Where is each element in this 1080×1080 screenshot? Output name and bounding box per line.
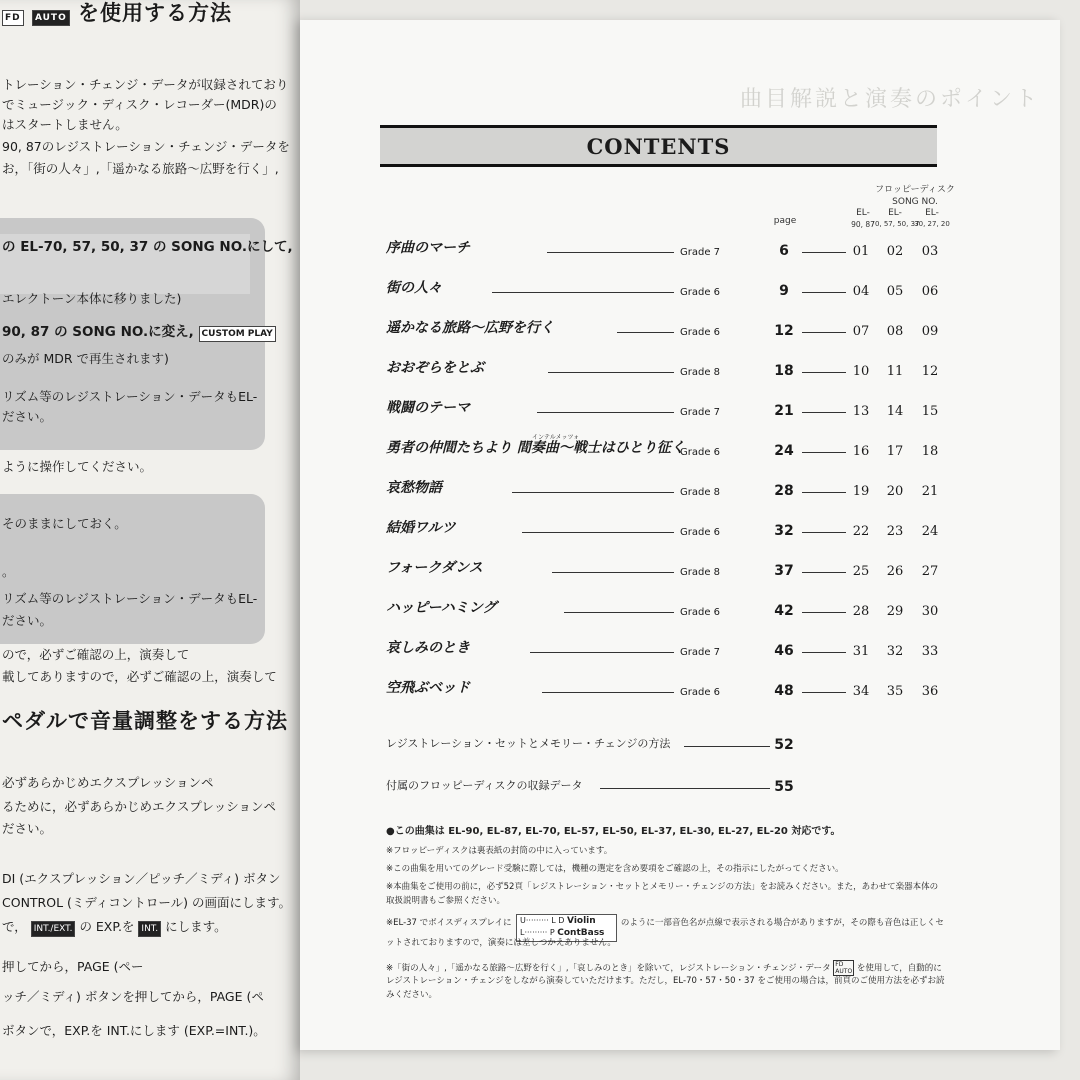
song-row [300, 318, 1060, 340]
left-text-line: ッチ／ミディ) ボタンを押してから，PAGE (ペ [2, 989, 264, 1004]
leader-line [552, 572, 674, 573]
extra-row [300, 774, 1060, 796]
song-no-el30: 21 [921, 484, 939, 499]
song-title: 勇者の仲間たちより 間奏曲～戦士はひとり征く [386, 440, 685, 456]
song-grade: Grade 8 [680, 567, 721, 578]
song-title: おおぞらをとぶ [386, 360, 484, 376]
song-no-el90: 22 [852, 524, 870, 539]
song-title: 空飛ぶベッド [386, 680, 470, 696]
leader-line [600, 788, 770, 789]
song-page: 6 [779, 243, 789, 259]
floppy-header: フロッピーディスク [875, 185, 955, 195]
song-row [300, 434, 1060, 460]
left-text-line: 載してありますので，必ずご確認の上，演奏して [2, 669, 277, 684]
song-no-el70: 20 [886, 484, 904, 499]
leader-line [548, 372, 674, 373]
song-no-el90: 01 [852, 244, 870, 259]
fd-key-icon: FD [2, 10, 24, 26]
leader-line [802, 652, 846, 653]
box1-line: のみが MDR で再生されます) [2, 351, 169, 366]
song-no-el90: 34 [852, 684, 870, 699]
song-row [300, 238, 1060, 260]
note-line: みください。 [386, 990, 438, 1000]
song-title: フォークダンス [386, 560, 483, 576]
song-no-el90: 31 [852, 644, 870, 659]
left-text-line: トレーション・チェンジ・データが収録されており [2, 77, 289, 92]
song-row [300, 678, 1060, 700]
song-no-el70: 23 [886, 524, 904, 539]
song-page: 24 [774, 443, 794, 459]
song-no-el70: 26 [886, 564, 904, 579]
leader-line [802, 532, 846, 533]
song-no-el70: 05 [886, 284, 904, 299]
song-row [300, 358, 1060, 380]
left-text-line: お，「街の人々」,「遥かなる旅路～広野を行く」, [2, 161, 279, 176]
leader-line [802, 292, 846, 293]
left-text-line: でミュージック・ディスク・レコーダー(MDR)の [2, 97, 277, 112]
left-text-line: ので，必ずご確認の上，演奏して [2, 647, 190, 662]
leader-line [542, 692, 674, 693]
contents-title: CONTENTS [586, 134, 731, 159]
note-line: ※フロッピーディスクは裏表紙の封筒の中に入っています。 [386, 846, 613, 856]
leader-line [802, 412, 846, 413]
left-text-line: るために，必ずあらかじめエクスプレッションペ [2, 799, 277, 814]
song-no-header: SONG NO. [892, 197, 938, 207]
int-key: INT. [138, 921, 161, 937]
song-no-el30: 09 [921, 324, 939, 339]
fd-auto-icon: FD AUTO [835, 961, 853, 975]
song-page: 28 [774, 483, 794, 499]
leader-line [802, 572, 846, 573]
bleed-through-title: 曲目解説と演奏のポイント [739, 87, 1040, 112]
song-grade: Grade 6 [680, 447, 721, 458]
song-grade: Grade 7 [680, 647, 721, 658]
song-page: 42 [774, 603, 794, 619]
song-title: 遥かなる旅路～広野を行く [386, 320, 554, 336]
song-grade: Grade 7 [680, 407, 721, 418]
song-title: 結婚ワルツ [386, 520, 456, 536]
note-line: ※本曲集をご使用の前に，必ず52頁「レジストレーション・セットとメモリー・チェンジの方法」をお読みください。また，あわせて楽器本体の [386, 882, 939, 892]
right-page [300, 20, 1060, 1050]
song-row [300, 518, 1060, 540]
song-title: 哀しみのとき [386, 640, 470, 656]
song-row [300, 278, 1060, 300]
song-row [300, 478, 1060, 500]
voice-display-example: U········· L D Violin L········· P ContBass [516, 914, 617, 942]
leader-line [530, 652, 674, 653]
song-no-el90: 19 [852, 484, 870, 499]
box1-line: エレクトーン本体に移りました) [2, 291, 182, 306]
song-no-el30: 24 [921, 524, 939, 539]
left-text-line: 90, 87のレジストレーション・チェンジ・データを [2, 139, 290, 154]
song-page: 48 [774, 683, 794, 699]
song-no-el70: 29 [886, 604, 904, 619]
box2-line: 。 [2, 564, 15, 579]
song-title: 戦闘のテーマ [386, 400, 470, 416]
leader-line [684, 746, 770, 747]
auto-key-icon: AUTO [32, 10, 70, 26]
note-line: ※「街の人々」,「遥かなる旅路～広野を行く」,「哀しみのとき」を除いて，レジストレーション・チェンジ・データ FD AUTO を使用して，自動的に [386, 961, 942, 975]
leader-line [802, 612, 846, 613]
song-no-el90: 04 [852, 284, 870, 299]
ruby-text: インテルメッツォ [532, 434, 580, 441]
song-grade: Grade 7 [680, 247, 721, 258]
song-no-el30: 03 [921, 244, 939, 259]
song-page: 18 [774, 363, 794, 379]
song-page: 21 [774, 403, 794, 419]
song-no-el30: 15 [921, 404, 939, 419]
note-line: ※この曲集を用いてのグレード受験に際しては，機種の選定を含め要項をご確認の上，その指示にしたがってください。 [386, 864, 844, 874]
col-el70-header: EL- 70, 57, 50, 37 [870, 208, 920, 228]
leader-line [547, 252, 674, 253]
song-row [300, 398, 1060, 420]
song-row [300, 638, 1060, 660]
song-page: 37 [774, 563, 794, 579]
leader-line [802, 252, 846, 253]
song-page: 12 [774, 323, 794, 339]
song-no-el30: 36 [921, 684, 939, 699]
leader-line [802, 492, 846, 493]
song-no-el90: 16 [852, 444, 870, 459]
note-line: 取扱説明書もご参照ください。 [386, 896, 506, 906]
left-text-line: はスタートしません。 [2, 117, 128, 132]
song-no-el90: 07 [852, 324, 870, 339]
col-el30-header: EL- 30, 27, 20 [914, 208, 950, 228]
extra-title: レジストレーション・セットとメモリー・チェンジの方法 [386, 737, 671, 750]
song-no-el30: 30 [921, 604, 939, 619]
leader-line [564, 612, 674, 613]
song-grade: Grade 6 [680, 687, 721, 698]
left-heading-bottom: ペダルで音量調整をする方法 [2, 709, 288, 733]
song-grade: Grade 6 [680, 327, 721, 338]
note-line: ットされておりますので，演奏には差しつかえありません。 [386, 938, 616, 948]
left-text-line: DI (エクスプレッション／ピッチ／ミディ) ボタン [2, 871, 281, 886]
extra-row [300, 732, 1060, 754]
song-grade: Grade 6 [680, 287, 721, 298]
box1-line: の EL-70, 57, 50, 37 の SONG NO.にして, [2, 239, 293, 255]
leader-line [537, 412, 674, 413]
song-page: 46 [774, 643, 794, 659]
song-page: 9 [779, 283, 789, 299]
int-ext-key: INT./EXT. [31, 921, 76, 937]
box1-line: ださい。 [2, 409, 53, 424]
song-page: 32 [774, 523, 794, 539]
leader-line [522, 532, 674, 533]
song-grade: Grade 8 [680, 487, 721, 498]
song-title: 序曲のマーチ [386, 240, 470, 256]
box2-line: そのままにしておく。 [2, 516, 127, 531]
song-no-el30: 18 [921, 444, 939, 459]
note-line: レジストレーション・チェンジをしながら演奏していただけます。ただし，EL-70・57・50・37 をご使用の場合は，前頁のご使用方法を必ずお読 [386, 976, 945, 986]
song-title: 哀愁物語 [386, 480, 442, 496]
leader-line [492, 292, 674, 293]
song-row [300, 598, 1060, 620]
song-no-el30: 33 [921, 644, 939, 659]
custom-play-key: CUSTOM PLAY [199, 326, 276, 342]
extra-page: 52 [774, 737, 794, 753]
song-no-el70: 17 [886, 444, 904, 459]
contents-banner [380, 128, 937, 164]
song-grade: Grade 6 [680, 527, 721, 538]
page-header: page [773, 216, 797, 226]
song-no-el30: 06 [921, 284, 939, 299]
leader-line [802, 692, 846, 693]
song-no-el70: 08 [886, 324, 904, 339]
box2-line: リズム等のレジストレーション・データもEL- [2, 591, 258, 606]
song-no-el70: 11 [886, 364, 904, 379]
song-no-el70: 14 [886, 404, 904, 419]
song-no-el70: 02 [886, 244, 904, 259]
box2-line: ださい。 [2, 613, 53, 628]
left-text-line: ボタンで，EXP.を INT.にします (EXP.=INT.)。 [2, 1023, 266, 1038]
song-grade: Grade 8 [680, 367, 721, 378]
song-no-el30: 27 [921, 564, 939, 579]
compatibility-note: ●この曲集は EL-90, EL-87, EL-70, EL-57, EL-50, EL-37, EL-30, EL-27, EL-20 対応です。 [386, 826, 841, 837]
note-line: ※EL-37 でボイスディスプレイに のように一部音色名が点線で表示される場合がありますが，その際も音色は正しくセ U········· L D Violin L········· P ContBass [386, 918, 944, 929]
song-no-el90: 13 [852, 404, 870, 419]
left-text-line: ように操作してください。 [2, 459, 153, 474]
box1-line: 90, 87 の SONG NO.に変え, CUSTOM PLAY [2, 325, 276, 342]
left-page [0, 0, 300, 1080]
left-text-line: CONTROL (ミディコントロール) の画面にします。 [2, 895, 291, 910]
song-no-el90: 10 [852, 364, 870, 379]
song-grade: Grade 6 [680, 607, 721, 618]
leader-line [617, 332, 674, 333]
song-no-el70: 32 [886, 644, 904, 659]
extra-title: 付属のフロッピーディスクの収録データ [386, 779, 583, 792]
extra-page: 55 [774, 779, 794, 795]
leader-line [802, 372, 846, 373]
leader-line [802, 332, 846, 333]
song-title: 街の人々 [386, 280, 442, 296]
left-text-line: で， INT./EXT. の EXP.を INT. にします。 [2, 920, 227, 937]
left-text-line: 必ずあらかじめエクスプレッションペ [2, 775, 214, 790]
song-title: ハッピーハミング [386, 600, 497, 616]
song-no-el90: 28 [852, 604, 870, 619]
col-el90-header: EL- 90, 87 [851, 208, 875, 229]
song-no-el30: 12 [921, 364, 939, 379]
song-no-el90: 25 [852, 564, 870, 579]
left-text-line: 押してから，PAGE (ペー [2, 959, 144, 974]
box1-line: リズム等のレジストレーション・データもEL- [2, 389, 258, 404]
leader-line [802, 452, 846, 453]
left-text-line: ださい。 [2, 821, 53, 836]
leader-line [512, 492, 674, 493]
left-heading-top: FD AUTO を使用する方法 [2, 6, 232, 26]
song-no-el70: 35 [886, 684, 904, 699]
song-row [300, 558, 1060, 580]
